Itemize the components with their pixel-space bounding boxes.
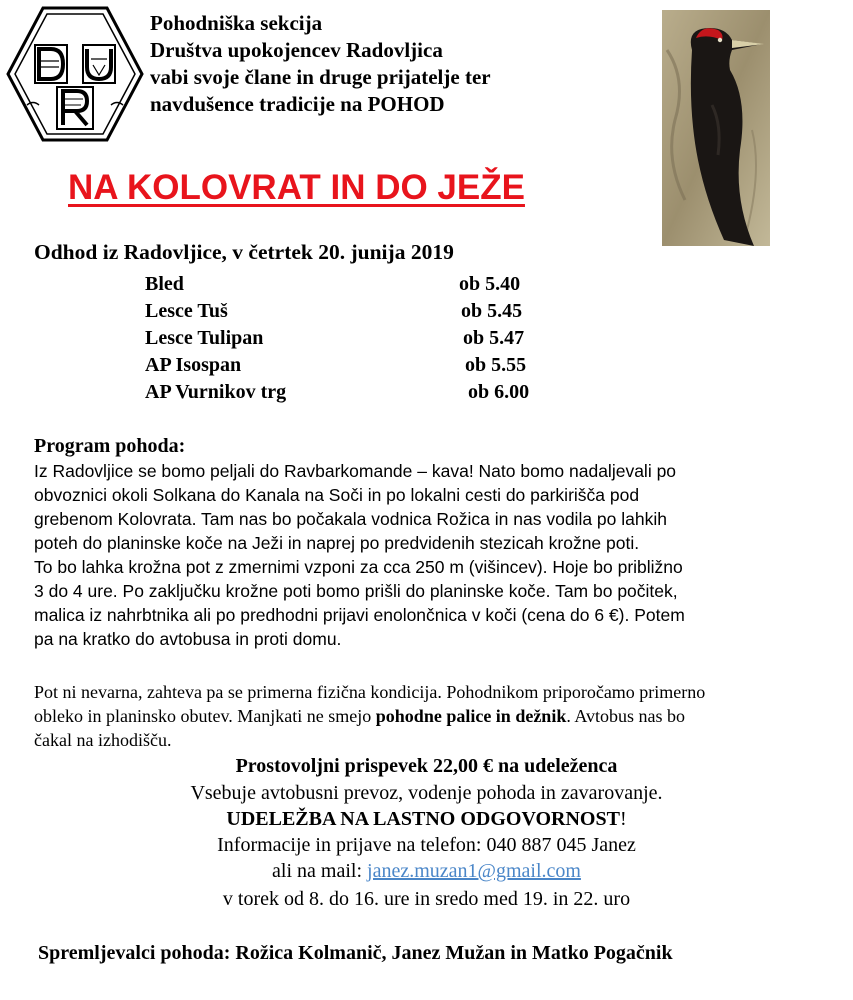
header-line: navdušence tradicije na POHOD	[150, 92, 445, 116]
stop-place: AP Vurnikov trg	[145, 381, 287, 403]
contact-mail-line	[0, 860, 853, 883]
program-line: pa na kratko do avtobusa in proti domu.	[34, 629, 342, 649]
responsibility-line	[0, 808, 853, 831]
woodpecker-photo	[662, 10, 770, 246]
program-line: obvoznici okoli Solkana do Kanala na Soči in po lokalni cesti do parkirišča pod	[34, 485, 640, 505]
note-text: obleko in planinsko obutev. Manjkati ne smejo	[34, 706, 376, 726]
note-emphasis: pohodne palice in dežnik	[375, 706, 567, 726]
stop-place: Lesce Tuš	[145, 300, 228, 322]
contact-phone-line: Informacije in prijave na telefon: 040 887 045 Janez	[217, 834, 636, 856]
departure-line: Odhod iz Radovljice, v četrtek 20. junija 2019	[34, 240, 454, 264]
companions-line: Spremljevalci pohoda: Rožica Kolmanič, Janez Mužan in Matko Pogačnik	[38, 942, 673, 964]
stop-place: AP Isospan	[145, 354, 242, 376]
includes-line: Vsebuje avtobusni prevoz, vodenje pohoda in zavarovanje.	[190, 782, 663, 804]
dur-hexagon-logo-icon	[5, 5, 145, 143]
program-line: malica iz nahrbtnika ali po predhodni prijavi enolončnica v koči (cena do 6 €). Potem	[34, 605, 685, 625]
header-line: Društva upokojencev Radovljica	[150, 38, 443, 62]
note-line	[34, 704, 834, 728]
header-line: vabi svoje člane in druge prijatelje ter	[150, 65, 491, 89]
stop-time: ob 5.45	[461, 300, 523, 322]
note-line: Pot ni nevarna, zahteva pa se primerna fizična kondicija. Pohodnikom priporočamo primerno	[34, 682, 706, 702]
organizer-header	[150, 10, 491, 118]
program-line: Iz Radovljice se bomo peljali do Ravbarkomande – kava! Nato bomo nadaljevali po	[34, 461, 677, 481]
woodpecker-photo-icon	[662, 10, 770, 246]
program-line: grebenom Kolovrata. Tam nas bo počakala vodnica Rožica in nas vodila po lahkih	[34, 509, 667, 529]
stop-time: ob 5.55	[465, 354, 527, 376]
stop-time: ob 5.40	[459, 273, 521, 295]
responsibility-mark: !	[619, 808, 627, 830]
responsibility-text: UDELEŽBA NA LASTNO ODGOVORNOST	[226, 808, 620, 830]
note-text: . Avtobus nas bo	[566, 706, 685, 726]
header-line: Pohodniška sekcija	[150, 11, 323, 35]
program-line: poteh do planinske koče na Ježi in naprej po predvidenih stezicah krožne poti.	[34, 533, 640, 553]
mail-prefix: ali na mail:	[272, 860, 368, 882]
trail-note	[34, 680, 834, 752]
program-text	[34, 459, 834, 651]
contribution-line: Prostovoljni prispevek 22,00 € na udeleženca	[235, 755, 618, 777]
program-heading: Program pohoda:	[34, 435, 186, 457]
contact-hours-line: v torek od 8. do 16. ure in sredo med 19. in 22. uro	[222, 888, 631, 910]
stop-place: Bled	[145, 273, 184, 295]
email-link[interactable]: janez.muzan1@gmail.com	[367, 860, 581, 882]
stop-place: Lesce Tulipan	[145, 327, 264, 349]
program-line: To bo lahka krožna pot z zmernimi vzponi za cca 250 m (višincev). Hoje bo približno	[34, 557, 683, 577]
program-line: 3 do 4 ure. Po zaključku krožne poti bomo prišli do planinske koče. Tam bo počitek,	[34, 581, 678, 601]
event-title: NA KOLOVRAT IN DO JEŽE	[68, 168, 525, 207]
note-line: čakal na izhodišču.	[34, 730, 172, 750]
stop-time: ob 5.47	[463, 327, 525, 349]
stop-time: ob 6.00	[468, 381, 530, 403]
dur-logo	[5, 5, 145, 143]
